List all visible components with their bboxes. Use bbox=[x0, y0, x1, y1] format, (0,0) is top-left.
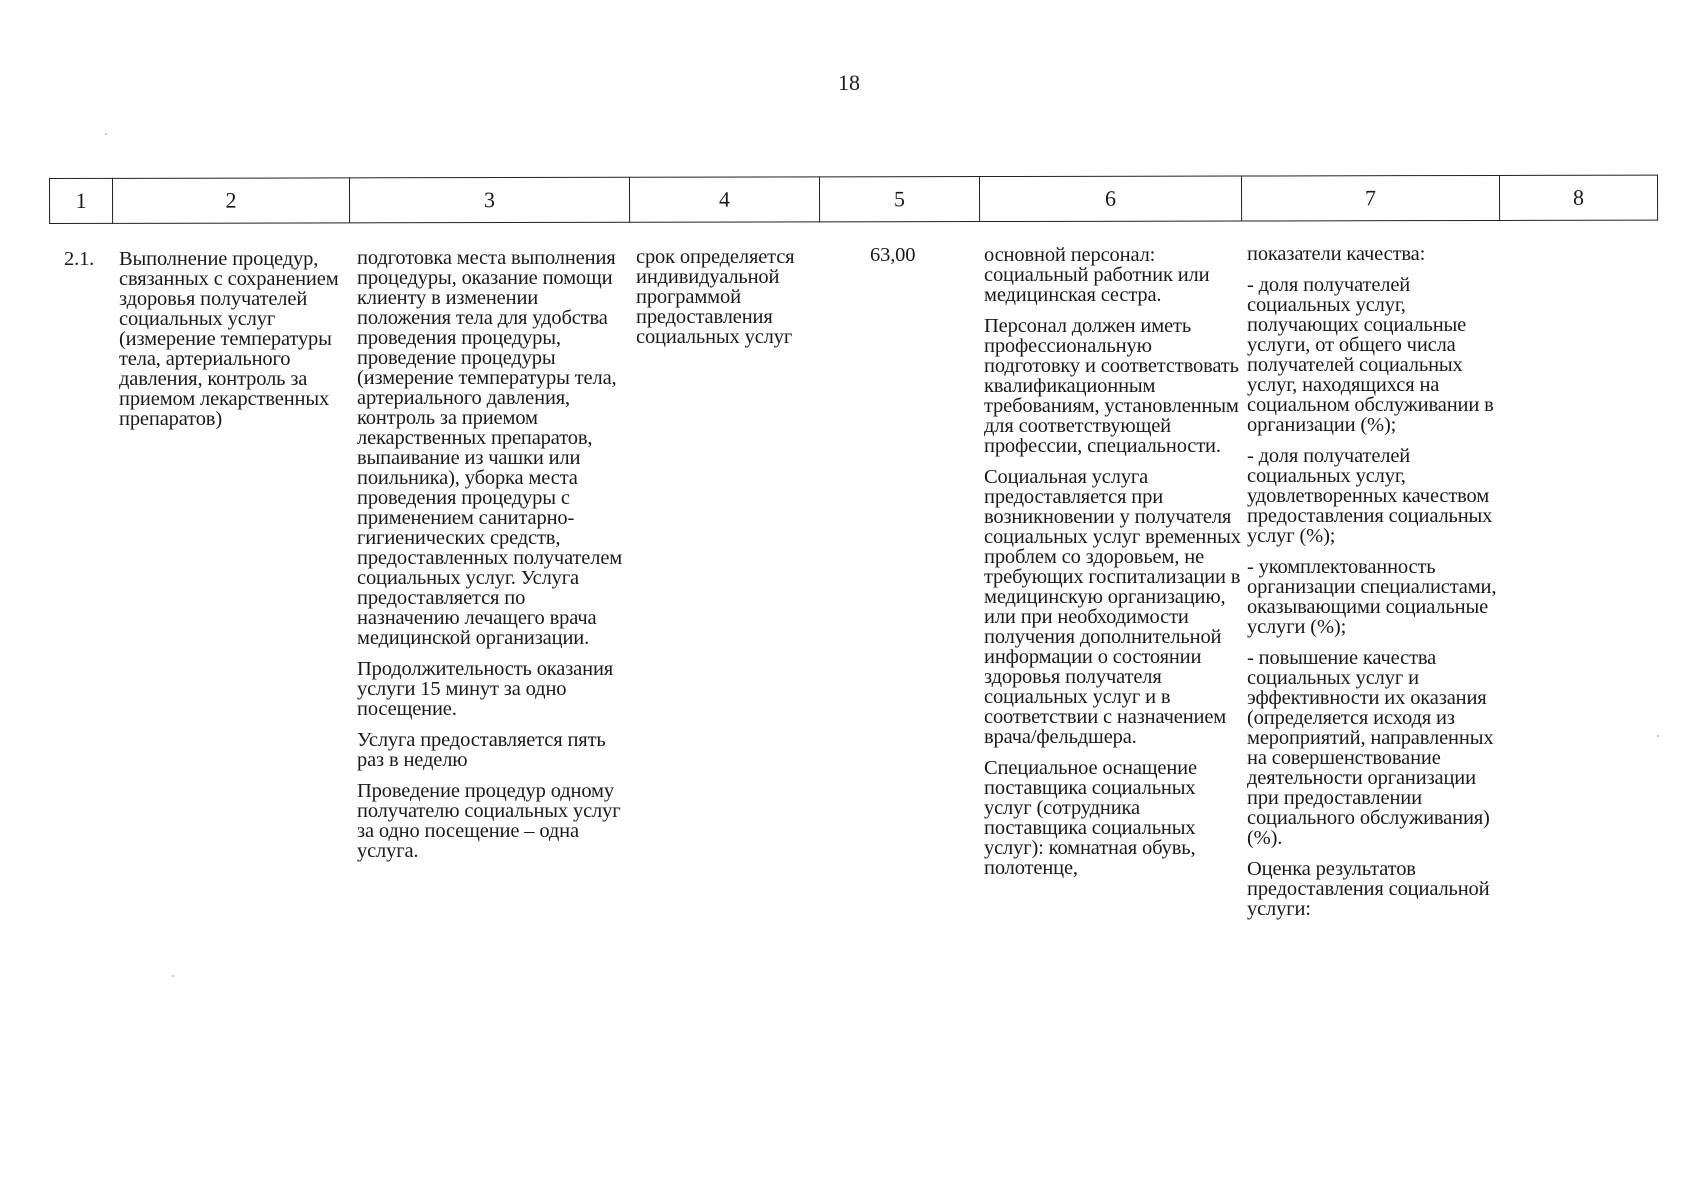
service-description bbox=[357, 248, 632, 872]
description-paragraph: Продолжительность оказания услуги 15 минут за одно посещение. bbox=[357, 658, 614, 720]
header-col-1: 1 bbox=[50, 178, 113, 223]
table-header-row bbox=[49, 175, 1658, 224]
service-conditions bbox=[984, 245, 1244, 889]
scan-speck bbox=[172, 975, 174, 977]
quality-indicators bbox=[1247, 244, 1509, 930]
header-col-5: 5 bbox=[819, 177, 979, 222]
quality-paragraph: Оценка результатов предоставления социальной услуги: bbox=[1247, 858, 1490, 920]
description-paragraph: Услуга предоставляется пять раз в неделю bbox=[357, 729, 606, 771]
header-col-6: 6 bbox=[979, 176, 1241, 222]
header-col-8: 8 bbox=[1499, 175, 1657, 220]
conditions-paragraph: Специальное оснащение поставщика социальных услуг (сотрудника поставщика социальных услуг): комнатная обувь, полотенце, bbox=[984, 757, 1197, 879]
header-col-7: 7 bbox=[1241, 175, 1499, 221]
service-tariff: 63,00 bbox=[870, 244, 916, 266]
header-col-4: 4 bbox=[629, 177, 819, 222]
row-number: 2.1. bbox=[64, 248, 95, 270]
service-term: срок определяется индивидуальной программой предоставления социальных услуг bbox=[636, 246, 795, 348]
description-paragraph: Проведение процедур одному получателю социальных услуг за одно посещение – одна услуга. bbox=[357, 780, 621, 862]
service-name: Выполнение процедур, связанных с сохранением здоровья получателей социальных услуг (измерение температуры тела, артериального давления, контроль за приемом лекарственных препаратов) bbox=[119, 248, 339, 430]
conditions-paragraph: Персонал должен иметь профессиональную подготовку и соответствовать квалификационным требованиям, установленным для соответствующей профессии, специальности. bbox=[984, 315, 1239, 457]
header-col-3: 3 bbox=[350, 177, 630, 223]
description-paragraph: подготовка места выполнения процедуры, оказание помощи клиенту в изменении положения тела для удобства проведения процедуры, проведение процедуры (измерение температуры тела, артериального давления, контроль за приемом лекарственных препаратов, выпаивание из чашки или поильника), уборка места проведения процедуры с применением санитарно-гигиенических средств, предоставленных получателем социальных услуг. Услуга предоставляется по назначению лечащего врача медицинской организации. bbox=[357, 247, 623, 649]
conditions-paragraph: Социальная услуга предоставляется при возникновении у получателя социальных услуг временных проблем со здоровьем, не требующих госпитализации в медицинскую организацию, или при необходимости получения дополнительной информации о состоянии здоровья получателя социальных услуг и в соответствии с назначением врача/фельдшера. bbox=[984, 466, 1241, 748]
header-col-2: 2 bbox=[113, 178, 350, 223]
scan-speck bbox=[1657, 735, 1659, 737]
conditions-paragraph: основной персонал: социальный работник или медицинская сестра. bbox=[984, 244, 1210, 306]
quality-paragraph: - доля получателей социальных услуг, получающих социальные услуги, от общего числа получателей социальных услуг, находящихся на социальном обслуживании в организации (%); bbox=[1247, 274, 1494, 436]
quality-paragraph: показатели качества: bbox=[1247, 243, 1426, 265]
page-number: 18 bbox=[838, 70, 860, 95]
quality-paragraph: - повышение качества социальных услуг и эффективности их оказания (определяется исходя из мероприятий, направленных на совершенствование деятельности организации при предоставлении социального обслуживания) (%). bbox=[1247, 647, 1494, 849]
quality-paragraph: - укомплектованность организации специалистами, оказывающими социальные услуги (%); bbox=[1247, 556, 1497, 638]
quality-paragraph: - доля получателей социальных услуг, удовлетворенных качеством предоставления социальных услуг (%); bbox=[1247, 445, 1493, 547]
scan-speck bbox=[105, 133, 107, 135]
